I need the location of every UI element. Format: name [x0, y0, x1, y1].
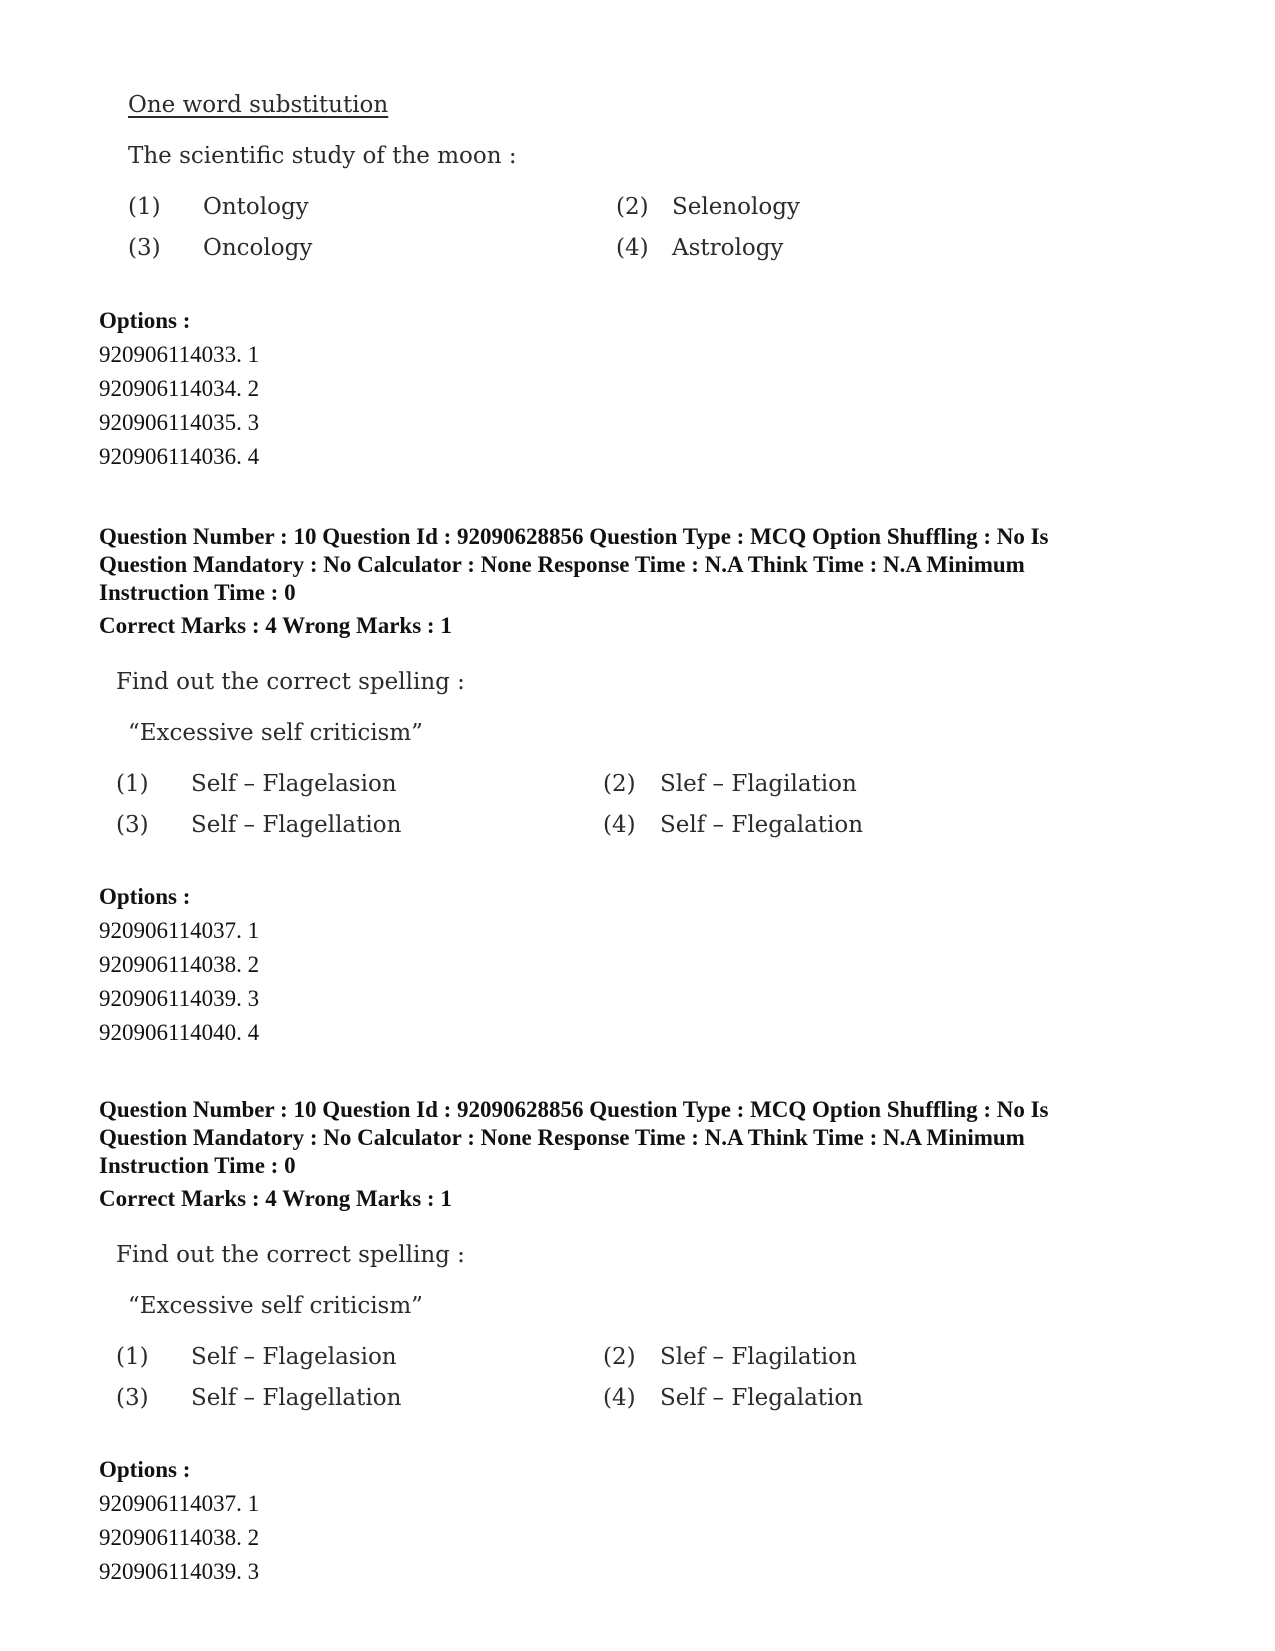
option-id: 920906114040. 4: [99, 1020, 260, 1045]
question-text: Find out the correct spelling :: [116, 1242, 465, 1268]
choice-text: Ontology: [203, 194, 309, 220]
choice-number: (3): [128, 235, 161, 261]
question-text: Find out the correct spelling :: [116, 669, 465, 695]
question-quote: “Excessive self criticism”: [128, 720, 423, 746]
choice-text: Selenology: [672, 194, 800, 220]
choice-number: (3): [116, 812, 149, 838]
option-id: 920906114038. 2: [99, 1525, 260, 1550]
choice-text: Self – Flegalation: [660, 1385, 864, 1411]
choice-number: (4): [603, 1385, 636, 1411]
choice-number: (2): [603, 1344, 636, 1370]
option-id: 920906114039. 3: [99, 1559, 260, 1584]
option-id: 920906114038. 2: [99, 952, 260, 977]
choice-text: Self – Flegalation: [660, 812, 864, 838]
choice-number: (1): [116, 1344, 149, 1370]
options-label: Options :: [99, 884, 191, 909]
choice-text: Self – Flagelasion: [191, 1344, 397, 1370]
choice-text: Slef – Flagilation: [660, 1344, 857, 1370]
question-meta-line: Question Mandatory : No Calculator : None Response Time : N.A Think Time : N.A Minimum: [99, 552, 1025, 577]
question-meta-3: [99, 1096, 1179, 1213]
option-id: 920906114037. 1: [99, 918, 260, 943]
choice-text: Astrology: [672, 235, 784, 261]
choice-number: (1): [116, 771, 149, 797]
options-list-1: [99, 307, 259, 471]
question-text: The scientific study of the moon :: [128, 143, 517, 169]
option-id: 920906114037. 1: [99, 1491, 260, 1516]
option-id: 920906114034. 2: [99, 376, 260, 401]
choice-number: (2): [616, 194, 649, 220]
choice-number: (4): [616, 235, 649, 261]
question-meta-line: Question Mandatory : No Calculator : None Response Time : N.A Think Time : N.A Minimum: [99, 1125, 1025, 1150]
choice-text: Self – Flagellation: [191, 812, 402, 838]
options-list-2: [99, 883, 259, 1047]
option-id: 920906114039. 3: [99, 986, 260, 1011]
options-label: Options :: [99, 308, 191, 333]
question-meta-line: Question Number : 10 Question Id : 92090628856 Question Type : MCQ Option Shuffling : No Is: [99, 524, 1049, 549]
choice-number: (1): [128, 194, 161, 220]
question-meta-line: Question Number : 10 Question Id : 92090628856 Question Type : MCQ Option Shuffling : No Is: [99, 1097, 1049, 1122]
question-meta-line: Instruction Time : 0: [99, 580, 296, 605]
choice-text: Slef – Flagilation: [660, 771, 857, 797]
question-meta-line: Instruction Time : 0: [99, 1153, 296, 1178]
choice-text: Self – Flagellation: [191, 1385, 402, 1411]
option-id: 920906114036. 4: [99, 444, 260, 469]
options-list-3: [99, 1456, 259, 1586]
choice-number: (3): [116, 1385, 149, 1411]
marks-line: Correct Marks : 4 Wrong Marks : 1: [99, 1186, 452, 1211]
choice-text: Oncology: [203, 235, 313, 261]
choice-number: (4): [603, 812, 636, 838]
option-id: 920906114035. 3: [99, 410, 260, 435]
choice-number: (2): [603, 771, 636, 797]
options-label: Options :: [99, 1457, 191, 1482]
question-meta-2: [99, 523, 1179, 640]
marks-line: Correct Marks : 4 Wrong Marks : 1: [99, 613, 452, 638]
option-id: 920906114033. 1: [99, 342, 260, 367]
section-heading: One word substitution: [128, 92, 389, 118]
choice-text: Self – Flagelasion: [191, 771, 397, 797]
question-quote: “Excessive self criticism”: [128, 1293, 423, 1319]
